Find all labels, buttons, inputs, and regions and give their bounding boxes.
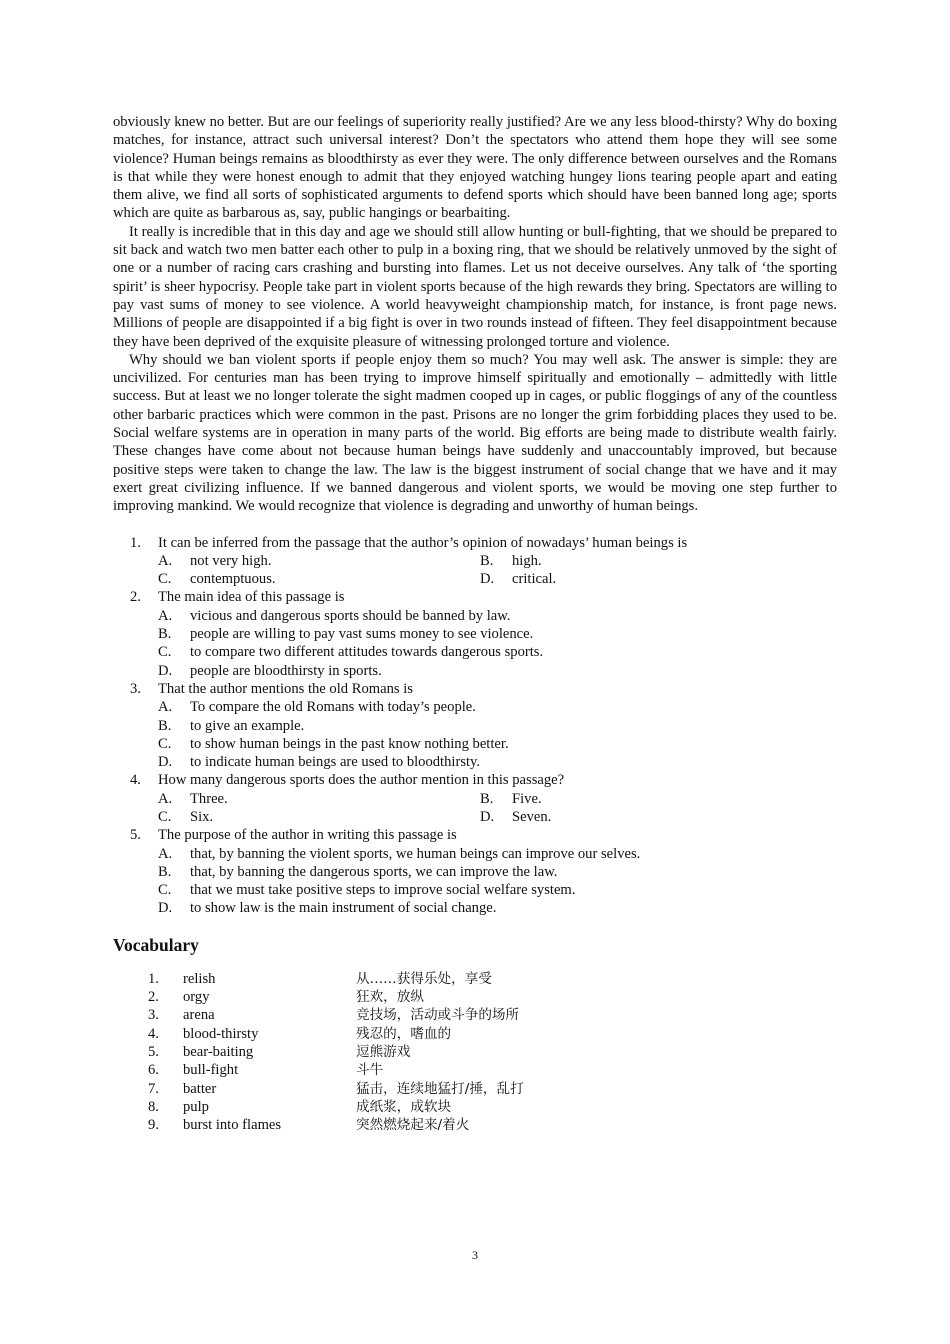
option-letter: C. — [158, 808, 172, 825]
vocab-term: pulp — [183, 1098, 209, 1115]
vocabulary-list — [113, 970, 837, 1135]
option-d — [158, 753, 837, 771]
vocab-term: bear-baiting — [183, 1043, 254, 1060]
option-d — [480, 808, 837, 826]
option-letter: D. — [480, 571, 495, 588]
option-c — [158, 735, 837, 753]
question-stem: The purpose of the author in writing this passage is — [158, 827, 457, 844]
option-letter: B. — [158, 863, 172, 880]
question-stem: That the author mentions the old Romans is — [158, 680, 413, 697]
option-text: to give an example. — [190, 717, 305, 734]
option-letter: C. — [158, 882, 172, 899]
option-letter: B. — [158, 626, 172, 643]
option-text: people are willing to pay vast sums money to see violence. — [190, 626, 534, 643]
question-number: 4. — [130, 772, 141, 789]
question-2 — [113, 588, 837, 679]
question-3 — [113, 680, 837, 771]
option-text: critical. — [512, 571, 557, 588]
question-4 — [113, 771, 837, 826]
vocab-number: 3. — [148, 1007, 159, 1024]
option-d — [480, 570, 837, 588]
option-list — [158, 845, 837, 918]
option-b — [480, 552, 837, 570]
option-c — [158, 643, 837, 661]
option-text: people are bloodthirsty in sports. — [190, 662, 382, 679]
option-text: to show human beings in the past know nothing better. — [190, 735, 509, 752]
vocabulary-item — [113, 1043, 837, 1061]
vocab-number: 6. — [148, 1062, 159, 1079]
vocab-term: bull-fight — [183, 1062, 239, 1079]
option-text: to show law is the main instrument of social change. — [190, 900, 497, 917]
question-number: 1. — [130, 534, 141, 551]
question-stem: How many dangerous sports does the author mention in this passage? — [158, 772, 565, 789]
option-b — [158, 717, 837, 735]
vocab-number: 2. — [148, 989, 159, 1006]
vocabulary-item — [113, 1025, 837, 1043]
reading-passage — [113, 113, 837, 516]
option-b — [158, 625, 837, 643]
option-text: to indicate human beings are used to bloodthirsty. — [190, 754, 481, 771]
vocab-number: 7. — [148, 1080, 159, 1097]
vocab-definition: 逗熊游戏 — [356, 1043, 411, 1060]
vocabulary-item — [113, 970, 837, 988]
option-text: that, by banning the violent sports, we human beings can improve our selves. — [190, 845, 641, 862]
vocab-term: relish — [183, 970, 216, 987]
option-d — [158, 662, 837, 680]
vocab-term: burst into flames — [183, 1117, 282, 1134]
page-number: 3 — [472, 1248, 478, 1262]
vocab-definition: 狂欢，放纵 — [356, 989, 424, 1006]
vocab-definition: 残忍的，嗜血的 — [356, 1025, 452, 1042]
question-number: 3. — [130, 680, 141, 697]
option-b — [158, 863, 837, 881]
option-list — [158, 790, 837, 827]
question-stem: It can be inferred from the passage that the author’s opinion of nowadays’ human beings is — [158, 534, 688, 551]
option-letter: D. — [158, 900, 173, 917]
vocab-definition: 猛击，连续地猛打/捶，乱打 — [356, 1080, 524, 1097]
vocabulary-item — [113, 1098, 837, 1116]
vocab-number: 1. — [148, 970, 159, 987]
question-stem: The main idea of this passage is — [158, 589, 345, 606]
vocabulary-item — [113, 1080, 837, 1098]
option-letter: D. — [158, 754, 173, 771]
vocab-term: orgy — [183, 989, 210, 1006]
option-d — [158, 899, 837, 917]
option-c — [158, 881, 837, 899]
option-a — [158, 552, 480, 570]
option-c — [158, 570, 480, 588]
option-letter: A. — [158, 607, 173, 624]
vocab-definition: 从……获得乐处，享受 — [356, 970, 492, 987]
option-letter: D. — [480, 808, 495, 825]
vocabulary-item — [113, 1116, 837, 1134]
vocabulary-heading: Vocabulary — [113, 934, 199, 955]
passage-paragraph: obviously knew no better. But are our feelings of superiority really justified? Are we any less blood-thirsty? Why do boxing matches, for instance, attract such universal interest? Don’t the spectators who attend them hope they will see some violence? Human beings remains as bloodthirsty as ever they were. The only difference between ourselves and the Romans is that while they were honest enough to admit that they enjoyed watching hungey lions tearing people apart and eating them alive, we find all sorts of sophisticated arguments to defend sports which should have been banned long age; sports which are quite as barbarous as, say, public hangings or bearbaiting. — [113, 114, 837, 222]
vocab-term: batter — [183, 1080, 217, 1097]
option-text: To compare the old Romans with today’s people. — [190, 699, 476, 716]
option-letter: B. — [158, 717, 172, 734]
vocab-definition: 成纸浆，成软块 — [356, 1098, 452, 1115]
option-text: Five. — [512, 790, 542, 807]
option-a — [158, 790, 480, 808]
vocab-definition: 斗牛 — [356, 1062, 384, 1079]
passage-paragraph: Why should we ban violent sports if people enjoy them so much? You may well ask. The answer is simple: they are uncivilized. For centuries man has been trying to improve himself spiritually and emotionally – admittedly with little success. But at least we no longer tolerate the sight madmen cooped up in cages, or public floggings of any of the countless other barbaric practices which were common in the past. Prisons are no longer the grim forbidding places they used to be. Social welfare systems are in operation in many parts of the world. Big efforts are being made to distribute wealth fairly. These changes have come about not because human beings have suddenly and unaccountably improved, but because positive steps were taken to change the law. The law is the biggest instrument of social change that we have and it may exert great civilizing influence. If we banned dangerous and violent sports, we would be moving one step further to improving mankind. We would recognize that violence is degrading and unworthy of human beings. — [113, 351, 837, 515]
vocab-term: arena — [183, 1007, 215, 1024]
option-letter: A. — [158, 552, 173, 569]
option-text: Six. — [190, 808, 214, 825]
vocab-definition: 突然燃烧起来/着火 — [356, 1117, 470, 1134]
option-letter: B. — [480, 552, 494, 569]
option-list — [158, 607, 837, 680]
option-letter: C. — [158, 735, 172, 752]
question-1 — [113, 534, 837, 589]
option-text: Seven. — [512, 808, 552, 825]
vocab-number: 8. — [148, 1098, 159, 1115]
option-letter: B. — [480, 790, 494, 807]
option-list — [158, 698, 837, 771]
vocab-term: blood-thirsty — [183, 1025, 259, 1042]
vocab-number: 5. — [148, 1043, 159, 1060]
vocabulary-item — [113, 988, 837, 1006]
option-text: high. — [512, 552, 542, 569]
question-5 — [113, 826, 837, 917]
vocab-number: 4. — [148, 1025, 159, 1042]
option-letter: A. — [158, 699, 173, 716]
option-letter: A. — [158, 845, 173, 862]
passage-paragraph: It really is incredible that in this day and age we should still allow hunting or bull-fighting, that we should be prepared to sit back and watch two men batter each other to pulp in a boxing ring, that we should be relatively unmoved by the sight of one or a number of racing cars crashing and bursting into flames. Let us not deceive ourselves. Any talk of ‘the sporting spirit’ is sheer hypocrisy. People take part in violent sports because of the high rewards they bring. Spectators are willing to pay vast sums of money to see violence. A world heavyweight championship match, for instance, is front page news. Millions of people are disappointed if a big fight is over in two rounds instead of fifteen. They feel disappointment because they have been deprived of the exquisite pleasure of witnessing prolonged torture and violence. — [113, 223, 837, 350]
question-number: 5. — [130, 827, 141, 844]
option-text: contemptuous. — [190, 571, 276, 588]
option-letter: D. — [158, 662, 173, 679]
option-list — [158, 552, 837, 589]
vocab-number: 9. — [148, 1117, 159, 1134]
option-letter: C. — [158, 571, 172, 588]
option-a — [158, 698, 837, 716]
option-text: to compare two different attitudes towards dangerous sports. — [190, 644, 544, 661]
document-page — [113, 113, 837, 1134]
vocabulary-item — [113, 1006, 837, 1024]
question-list — [113, 534, 837, 918]
option-a — [158, 845, 837, 863]
option-text: vicious and dangerous sports should be banned by law. — [190, 607, 511, 624]
vocabulary-item — [113, 1061, 837, 1079]
option-b — [480, 790, 837, 808]
option-text: Three. — [190, 790, 228, 807]
option-a — [158, 607, 837, 625]
option-letter: A. — [158, 790, 173, 807]
option-c — [158, 808, 480, 826]
option-text: that we must take positive steps to improve social welfare system. — [190, 882, 576, 899]
option-text: not very high. — [190, 552, 272, 569]
option-letter: C. — [158, 644, 172, 661]
option-text: that, by banning the dangerous sports, we can improve the law. — [190, 863, 558, 880]
question-number: 2. — [130, 589, 141, 606]
vocab-definition: 竞技场，活动或斗争的场所 — [356, 1007, 520, 1024]
